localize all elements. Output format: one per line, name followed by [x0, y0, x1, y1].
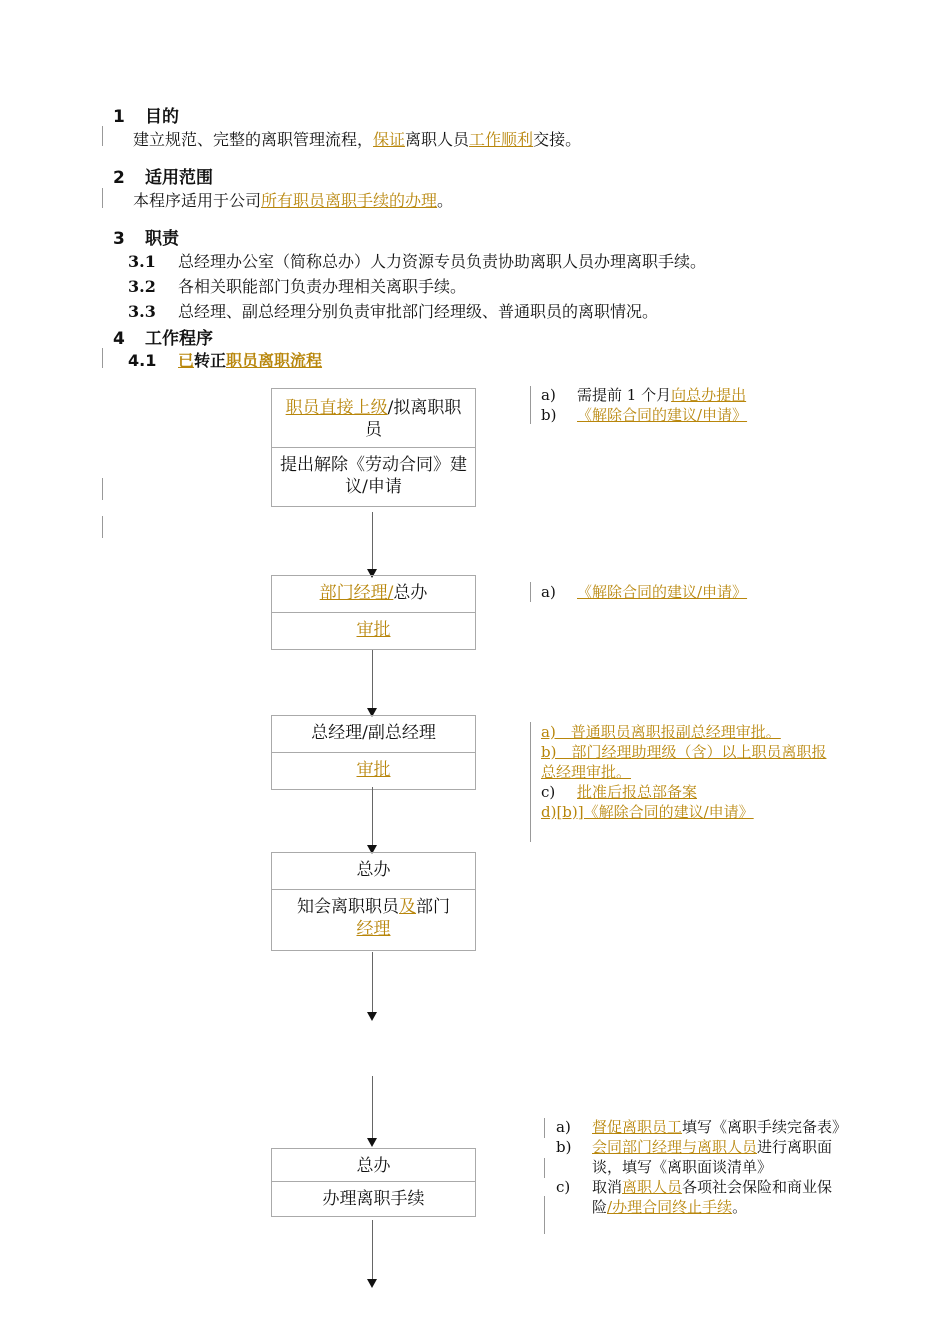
change-bar: [530, 722, 531, 842]
flow-box-action: 办理离职手续: [272, 1181, 475, 1216]
change-bar: [102, 516, 103, 538]
flow-box-4: [271, 852, 476, 951]
note-item: b) 部门经理助理级（含）以上职员离职报总经理审批。: [541, 743, 827, 781]
arrow-down-icon: [367, 1012, 377, 1021]
note-item: c) 批准后报总部备案: [541, 783, 698, 801]
duty-item: 3.1 总经理办公室（简称总办）人力资源专员负责协助离职人员办理离职手续。: [128, 252, 707, 271]
flow-connector: [372, 952, 373, 1012]
flow-box-3: [271, 715, 476, 790]
section-4-heading: [113, 324, 213, 349]
flow-box-actor: 总经理/副总经理: [311, 723, 436, 743]
note-item: c) 取消离职人员各项社会保险和商业保险/办理合同终止手续。: [556, 1178, 833, 1216]
flow-connector: [372, 1076, 373, 1138]
note-item: a) 督促离职员工填写《离职手续完备表》: [556, 1118, 848, 1136]
note-2: [541, 582, 841, 602]
arrow-down-icon: [367, 1138, 377, 1147]
flow-box-actor: 总办: [356, 1156, 391, 1176]
section-2-text: 本程序适用于公司所有职员离职手续的办理。: [133, 191, 454, 210]
flow-box-action: 提出解除《劳动合同》建议/申请: [272, 447, 475, 506]
note-item: a) 普通职员离职报副总经理审批。: [541, 723, 781, 741]
section-title: 目的: [145, 107, 179, 127]
section-number: 2: [113, 168, 125, 188]
flow-connector: [372, 650, 373, 710]
change-bar: [102, 188, 103, 208]
change-bar: [544, 1118, 545, 1138]
note-3: [541, 722, 841, 822]
flow-box-action: 审批: [272, 752, 475, 789]
flow-connector: [372, 787, 373, 847]
change-bar: [102, 478, 103, 500]
section-1-text: 建立规范、完整的离职管理流程，保证离职人员工作顺利交接。: [133, 130, 582, 149]
change-bar: [102, 348, 103, 368]
duty-item: 3.3 总经理、副总经理分别负责审批部门经理级、普通职员的离职情况。: [128, 302, 659, 321]
change-bar: [544, 1196, 545, 1234]
note-item: b) 《解除合同的建议/申请》: [541, 406, 748, 424]
duty-item: 3.2 各相关职能部门负责办理相关离职手续。: [128, 277, 467, 296]
flow-box-2: [271, 575, 476, 650]
flow-box-actor: 职员直接上级/拟离职职员: [285, 398, 462, 440]
section-number: 1: [113, 107, 125, 127]
section-number: 4: [113, 329, 125, 349]
flow-connector: [372, 512, 373, 570]
note-item: d)[b)]《解除合同的建议/申请》: [541, 803, 754, 821]
note-4: [556, 1117, 851, 1217]
section-3-heading: [113, 224, 179, 249]
change-bar: [530, 386, 531, 424]
note-item: a) 需提前 1 个月向总办提出: [541, 386, 747, 404]
flow-box-1: [271, 388, 476, 507]
flow-box-actor: 总办: [356, 860, 391, 880]
flow-box-action: 审批: [272, 612, 475, 649]
change-bar: [102, 126, 103, 146]
change-bar: [530, 582, 531, 602]
subsection-heading: 4.1 已转正职员离职流程: [128, 351, 323, 370]
section-1-heading: [113, 102, 179, 127]
flow-box-action: 知会离职职员及部门 经理: [272, 889, 475, 950]
section-2-heading: [113, 163, 213, 188]
flow-box-actor: 部门经理/总办: [319, 583, 428, 603]
note-item: b) 会同部门经理与离职人员进行离职面谈，填写《离职面谈清单》: [556, 1138, 833, 1176]
section-title: 职责: [145, 229, 179, 249]
flow-box-5: [271, 1148, 476, 1217]
section-title: 工作程序: [145, 329, 213, 349]
change-bar: [544, 1158, 545, 1178]
note-item: a) 《解除合同的建议/申请》: [541, 583, 748, 601]
flow-connector: [372, 1220, 373, 1280]
section-title: 适用范围: [145, 168, 213, 188]
arrow-down-icon: [367, 1279, 377, 1288]
note-1: [541, 385, 841, 425]
section-number: 3: [113, 229, 125, 249]
